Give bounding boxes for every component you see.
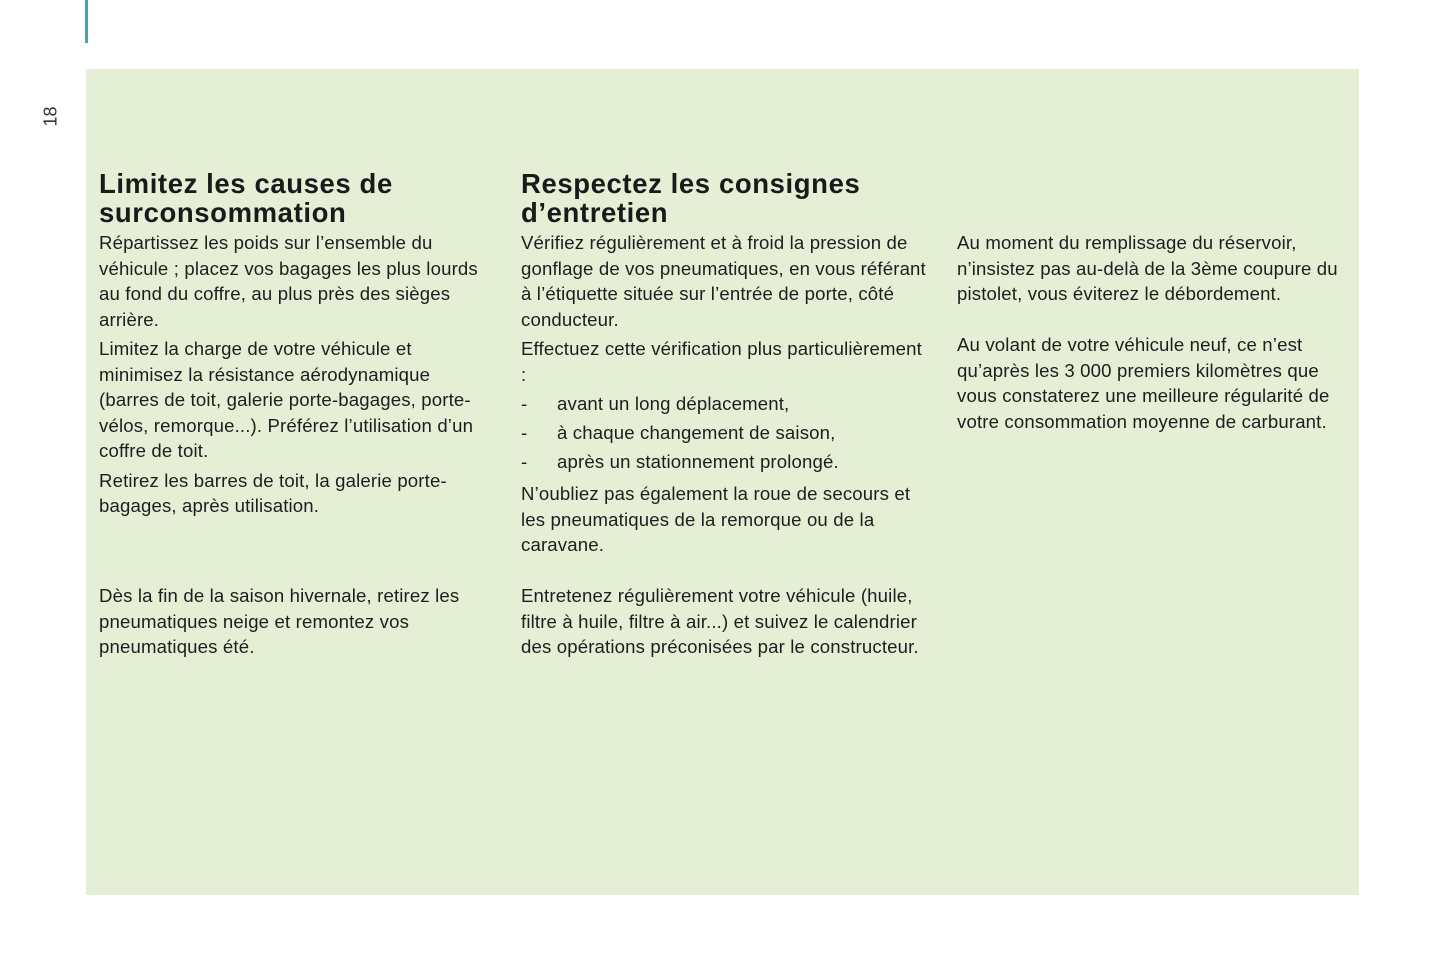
list-item: - après un stationnement prolongé. xyxy=(521,449,926,478)
list-item: - à chaque changement de saison, xyxy=(521,420,926,449)
paragraph-check-particularly: Effectuez cette vérification plus particulièrement : xyxy=(521,338,922,385)
paragraph-service-schedule: Entretenez régulièrement votre véhicule (huile, filtre à huile, filtre à air...) et suivez le calendrier des opérations préconisées par le constructeur. xyxy=(521,585,919,657)
list-dash: - xyxy=(521,393,528,414)
check-occasions-list xyxy=(521,391,926,478)
section-title-overconsumption: Limitez les causes de surconsommation xyxy=(99,168,393,228)
paragraph-refuelling: Au moment du remplissage du réservoir, n’insistez pas au-delà de la 3ème coupure du pistolet, vous éviterez le débordement. xyxy=(957,232,1338,304)
list-dash: - xyxy=(521,451,528,472)
margin-rule xyxy=(85,0,88,43)
paragraph-remove-roof-bars: Retirez les barres de toit, la galerie porte-bagages, après utilisation. xyxy=(99,469,447,516)
paragraph-load-limit: Limitez la charge de votre véhicule et minimisez la résistance aérodynamique (barres de toit, galerie porte-bagages, porte-vélos, remorque...). Préférez l’utilisation d’un coffre de toit. xyxy=(99,338,474,461)
overconsumption-text xyxy=(99,230,494,523)
paragraph-tyre-pressure: Vérifiez régulièrement et à froid la pression de gonflage de vos pneumatiques, en vous référant à l’étiquette située sur l’entrée de porte, côté conducteur. xyxy=(521,232,926,330)
paragraph-spare-wheel: N’oubliez pas également la roue de secours et les pneumatiques de la remorque ou de la caravane. xyxy=(521,483,911,555)
content-panel xyxy=(86,69,1359,895)
paragraph-new-vehicle: Au volant de votre véhicule neuf, ce n’est qu’après les 3 000 premiers kilomètres que vous constaterez une meilleure régularité de votre consommation moyenne de carburant. xyxy=(957,334,1330,432)
page-number xyxy=(39,104,63,128)
refuelling-text xyxy=(957,230,1352,311)
new-vehicle-text xyxy=(957,332,1352,438)
list-dash: - xyxy=(521,422,528,443)
paragraph-winter-tyres: Dès la fin de la saison hivernale, retirez les pneumatiques neige et remontez vos pneumatiques été. xyxy=(99,585,460,657)
page-number-text: 18 xyxy=(40,105,61,127)
section-title-maintenance: Respectez les consignes d’entretien xyxy=(521,168,861,228)
list-item: - avant un long déplacement, xyxy=(521,391,926,420)
winter-tyres-text xyxy=(99,583,494,664)
paragraph-weight-distribution: Répartissez les poids sur l’ensemble du véhicule ; placez vos bagages les plus lourds au fond du coffre, au plus près des sièges arrière. xyxy=(99,232,478,330)
service-schedule-text xyxy=(521,583,926,664)
maintenance-text xyxy=(521,230,926,562)
